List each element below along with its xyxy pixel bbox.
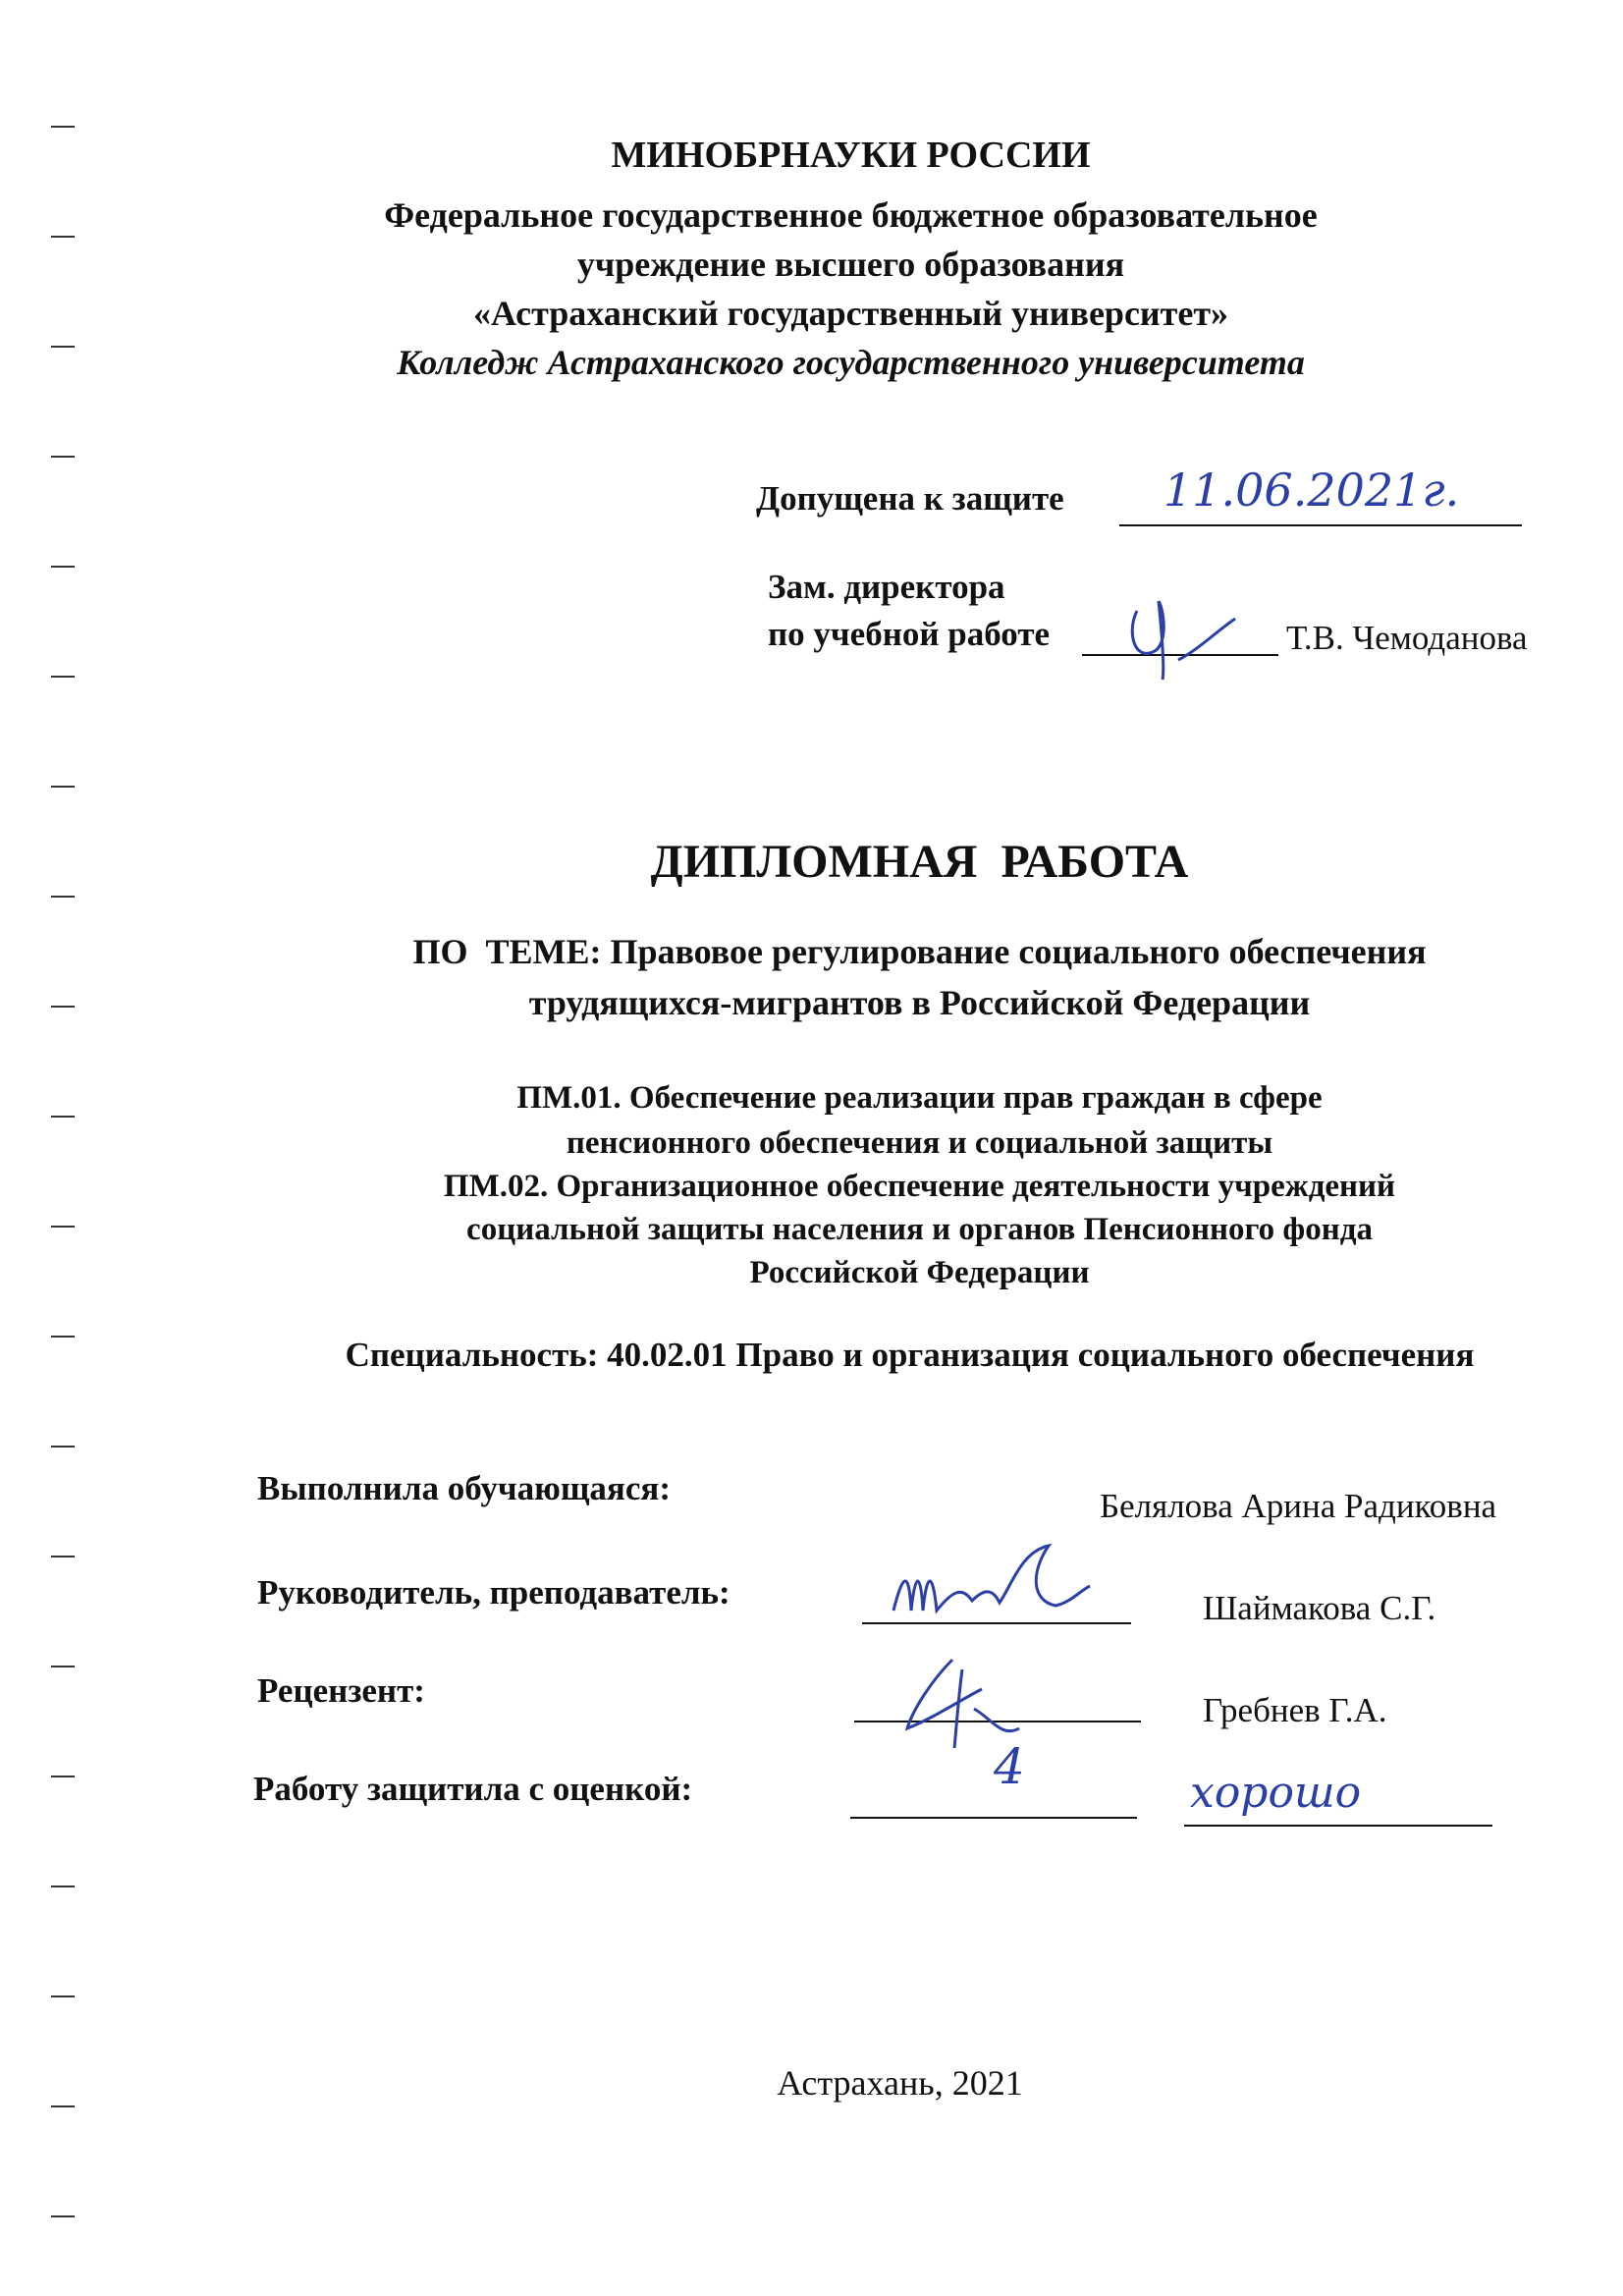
student-name: Белялова Арина Радиковна	[1100, 1487, 1497, 1525]
specialty: Специальность: 40.02.01 Право и организация социального обеспечения	[345, 1336, 1475, 1374]
module-line-4: социальной защиты населения и органов Пенсионного фонда	[466, 1212, 1373, 1247]
deputy-name: Т.В. Чемоданова	[1286, 619, 1528, 657]
supervisor-label: Руководитель, преподаватель:	[257, 1573, 730, 1612]
deputy-label-line-1: Зам. директора	[768, 568, 1005, 606]
module-line-1: ПМ.01. Обеспечение реализации прав граждан в сфере	[516, 1080, 1323, 1116]
deputy-label-line-2: по учебной работе	[768, 615, 1051, 653]
city-year: Астрахань, 2021	[777, 2063, 1023, 2103]
ministry-title: МИНОБРНАУКИ РОССИИ	[611, 135, 1091, 176]
grade-number-handwritten: 4	[994, 1738, 1025, 1795]
admitted-date-handwritten: 11.06.2021г.	[1163, 464, 1460, 517]
grade-number-line	[850, 1817, 1137, 1819]
org-line-2: учреждение высшего образования	[576, 245, 1125, 284]
supervisor-name: Шаймакова С.Г.	[1203, 1589, 1436, 1627]
grade-word-handwritten: хорошо	[1190, 1768, 1362, 1818]
topic-line-2: трудящихся-мигрантов в Российской Федерации	[528, 983, 1311, 1022]
grade-word-line	[1184, 1825, 1492, 1827]
admitted-date-line	[1119, 524, 1522, 526]
topic-line-1: ПО ТЕМЕ: Правовое регулирование социального обеспечения	[412, 932, 1427, 971]
college-name: Колледж Астраханского государственного университета	[397, 343, 1305, 382]
student-label: Выполнила обучающаяся:	[257, 1469, 671, 1507]
module-line-5: Российской Федерации	[749, 1255, 1090, 1290]
supervisor-signature	[884, 1532, 1100, 1630]
org-line-1: Федеральное государственное бюджетное образовательное	[384, 195, 1318, 235]
module-line-3: ПМ.02. Организационное обеспечение деятельности учреждений	[443, 1169, 1396, 1204]
university-name: «Астраханский государственный университет»	[472, 294, 1229, 333]
admitted-label: Допущена к защите	[756, 479, 1064, 518]
reviewer-label: Рецензент:	[257, 1671, 425, 1710]
grade-label: Работу защитила с оценкой:	[253, 1770, 693, 1808]
document-type: ДИПЛОМНАЯ РАБОТА	[650, 836, 1189, 888]
module-line-2: пенсионного обеспечения и социальной защиты	[566, 1125, 1273, 1161]
deputy-signature	[1119, 581, 1247, 689]
reviewer-name: Гребнев Г.А.	[1203, 1691, 1387, 1729]
